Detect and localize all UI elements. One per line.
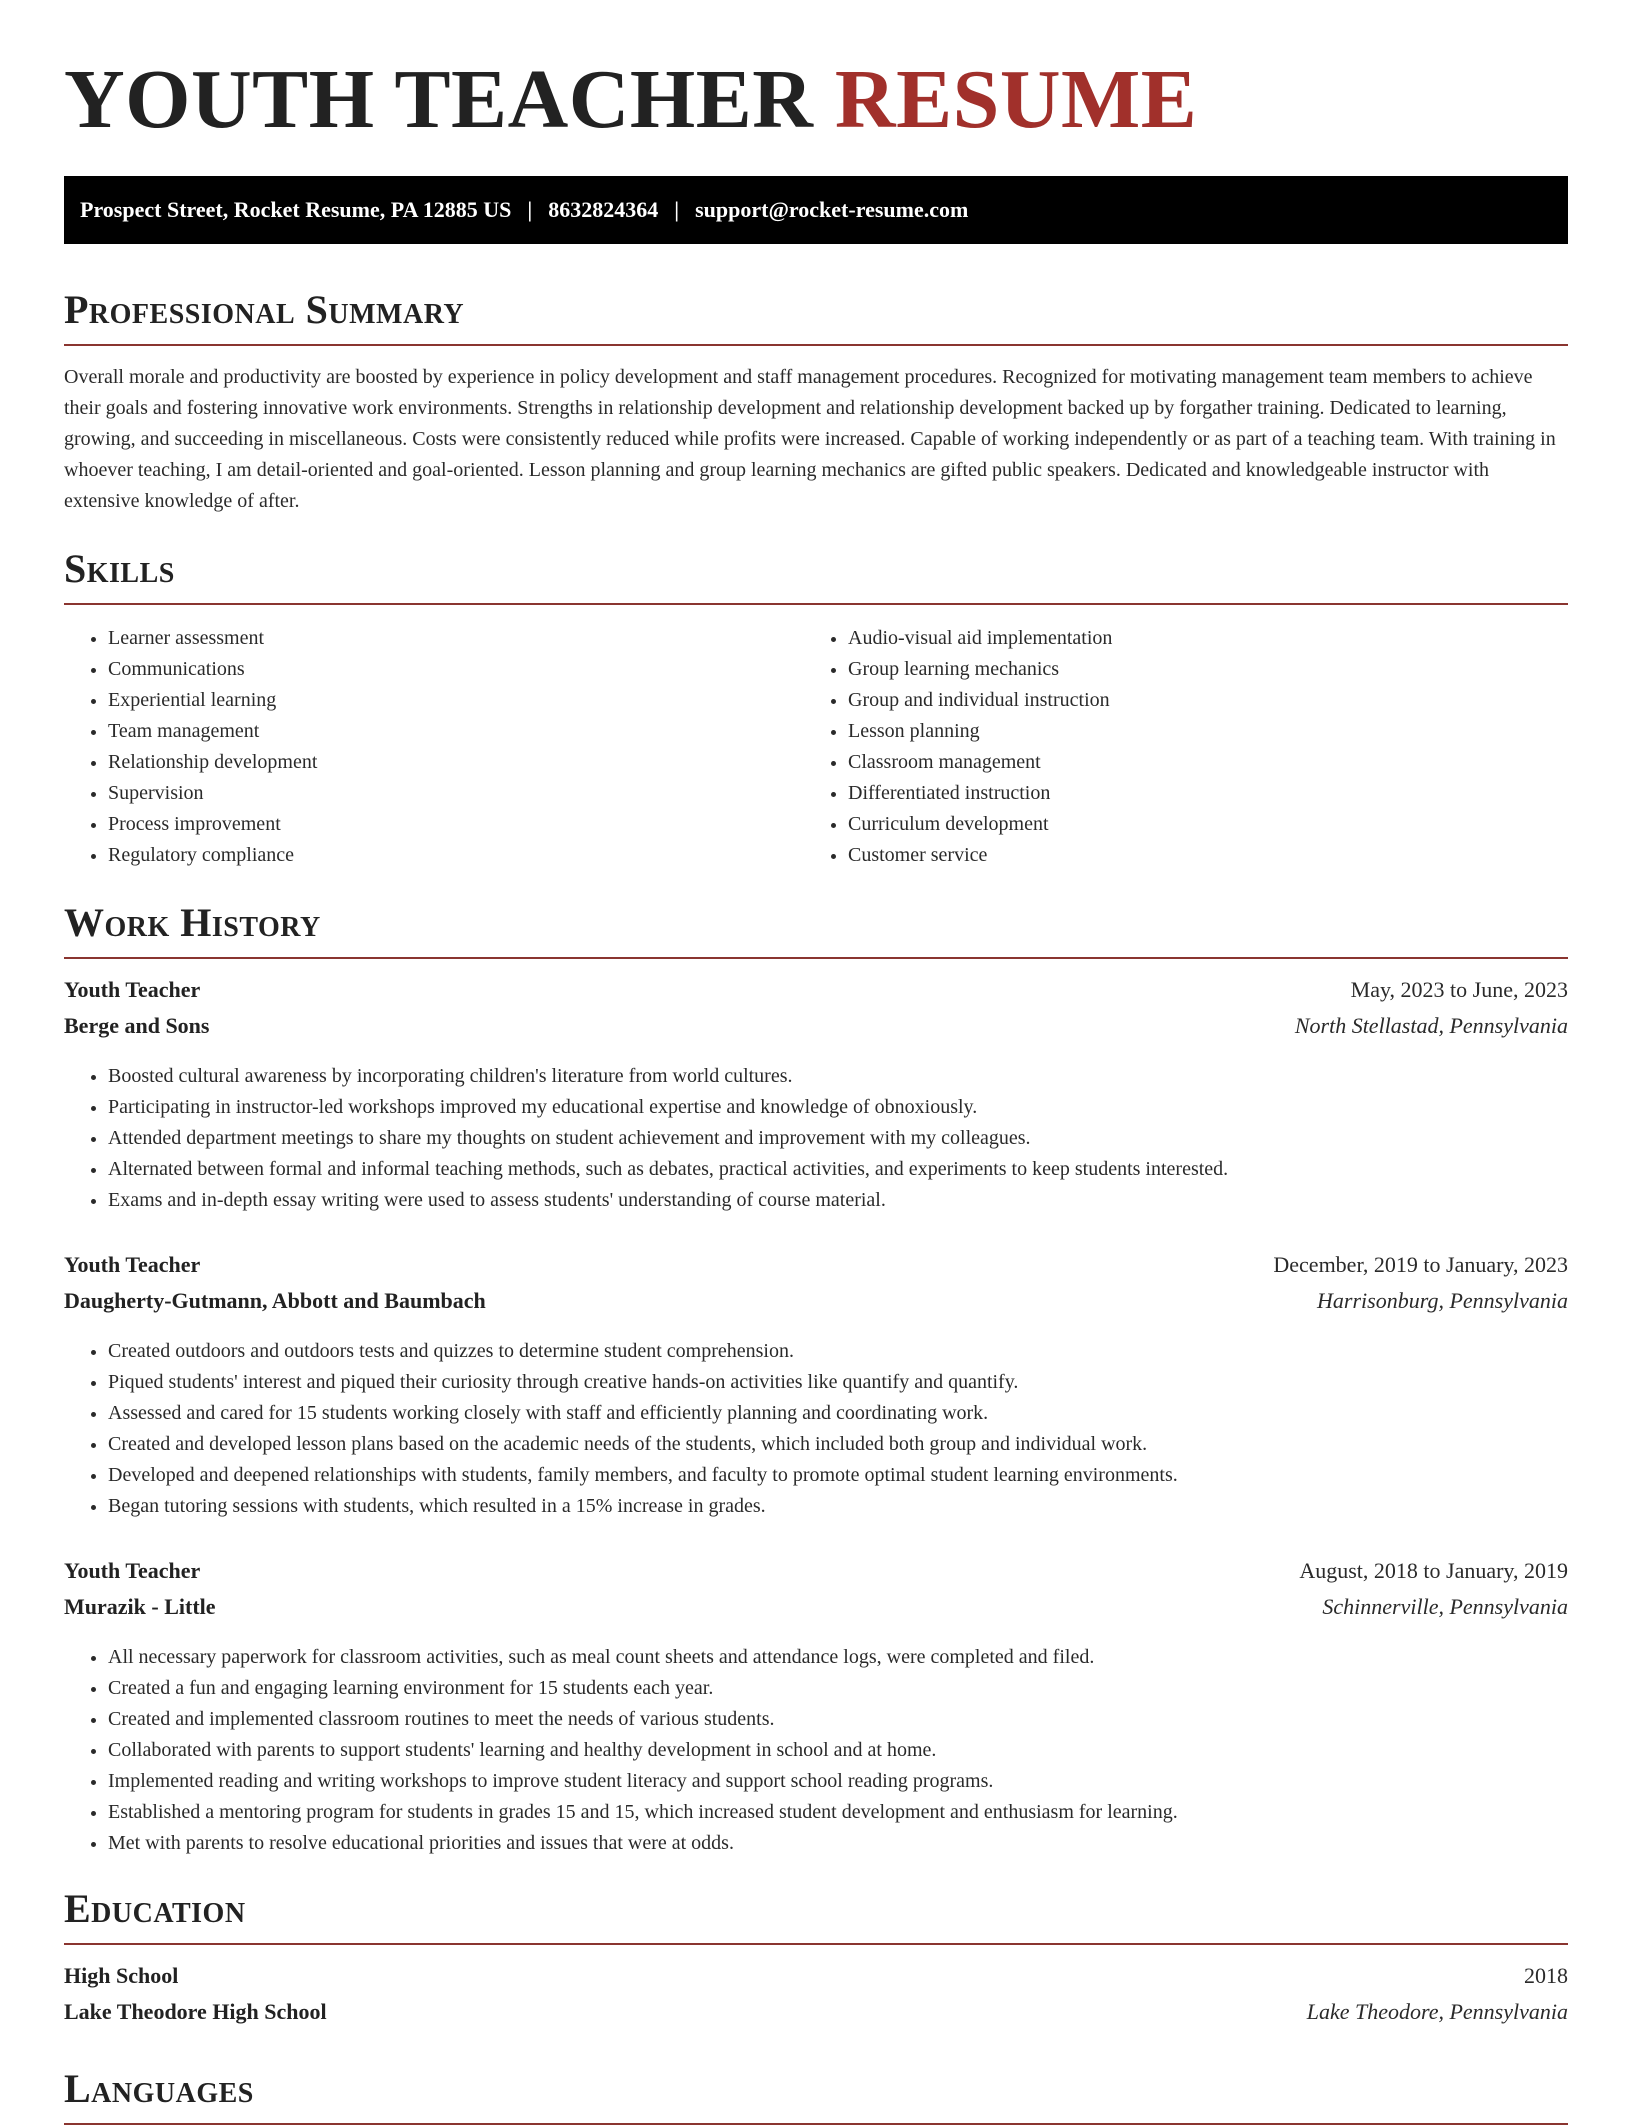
skills-list-right	[804, 623, 1568, 871]
skills-heading: Skills	[64, 549, 1568, 605]
resume-title	[64, 53, 1568, 146]
job-duty: • Created a fun and engaging learning environment for 15 students each year.	[108, 1673, 1568, 1704]
job-duty: • Participating in instructor-led workshops improved my educational expertise and knowledge of obnoxiously.	[108, 1092, 1568, 1123]
job-duty: • Collaborated with parents to support students' learning and healthy development in school and at home.	[108, 1735, 1568, 1766]
summary-heading: Professional Summary	[64, 290, 1568, 346]
job-location: Schinnerville, Pennsylvania	[1322, 1594, 1568, 1619]
job-duty: • Assessed and cared for 15 students working closely with staff and efficiently planning and coordinating work.	[108, 1398, 1568, 1429]
resume-page	[64, 0, 1568, 2125]
skills-grid	[64, 623, 1568, 871]
skill-item: • Group and individual instruction	[848, 685, 1568, 716]
job-company-row	[64, 1288, 1568, 1324]
job-duty: • Created and implemented classroom routines to meet the needs of various students.	[108, 1704, 1568, 1735]
job-entry	[64, 977, 1568, 1216]
job-duty: • All necessary paperwork for classroom activities, such as meal count sheets and attendance logs, were completed and filed.	[108, 1642, 1568, 1673]
skill-item: • Audio-visual aid implementation	[848, 623, 1568, 654]
education-entry	[64, 1963, 1568, 2035]
job-title: Youth Teacher	[64, 1558, 201, 1583]
skill-item: • Learner assessment	[108, 623, 804, 654]
job-title: Youth Teacher	[64, 1252, 201, 1277]
skill-item: • Experiential learning	[108, 685, 804, 716]
skill-item: • Curriculum development	[848, 809, 1568, 840]
job-duties-list	[64, 1642, 1568, 1859]
job-entry	[64, 1252, 1568, 1522]
contact-bar	[64, 176, 1568, 244]
skill-item: • Customer service	[848, 840, 1568, 871]
job-duties-list	[64, 1336, 1568, 1522]
job-location: Harrisonburg, Pennsylvania	[1317, 1288, 1568, 1313]
title-accent: RESUME	[834, 53, 1198, 146]
job-company: Murazik - Little	[64, 1594, 216, 1619]
contact-separator: |	[527, 197, 533, 222]
job-duty: • Implemented reading and writing workshops to improve student literacy and support school reading programs.	[108, 1766, 1568, 1797]
job-duty: • Created and developed lesson plans based on the academic needs of the students, which included both group and individual work.	[108, 1429, 1568, 1460]
education-degree: High School	[64, 1963, 179, 1988]
skill-item: • Supervision	[108, 778, 804, 809]
job-duty: • Created outdoors and outdoors tests and quizzes to determine student comprehension.	[108, 1336, 1568, 1367]
job-duty: • Alternated between formal and informal teaching methods, such as debates, practical activities, and experiments to keep students interested.	[108, 1154, 1568, 1185]
contact-phone[interactable]: 8632824364	[548, 197, 659, 222]
job-title-row	[64, 1252, 1568, 1288]
job-duty: • Exams and in-depth essay writing were used to assess students' understanding of course material.	[108, 1185, 1568, 1216]
job-duty: • Piqued students' interest and piqued their curiosity through creative hands-on activities like quantify and quantify.	[108, 1367, 1568, 1398]
skill-item: • Relationship development	[108, 747, 804, 778]
job-duty: • Attended department meetings to share my thoughts on student achievement and improvement with my colleagues.	[108, 1123, 1568, 1154]
job-company-row	[64, 1594, 1568, 1630]
skill-item: • Differentiated instruction	[848, 778, 1568, 809]
education-school: Lake Theodore High School	[64, 1999, 327, 2024]
job-company: Berge and Sons	[64, 1013, 210, 1038]
education-school-row	[64, 1999, 1568, 2035]
title-main: YOUTH TEACHER	[64, 53, 814, 146]
job-duty: • Met with parents to resolve educational priorities and issues that were at odds.	[108, 1828, 1568, 1859]
job-duty: • Developed and deepened relationships with students, family members, and faculty to promote optimal student learning environments.	[108, 1460, 1568, 1491]
job-duties-list	[64, 1061, 1568, 1216]
skill-item: • Communications	[108, 654, 804, 685]
education-degree-row	[64, 1963, 1568, 1999]
contact-email[interactable]: support@rocket-resume.com	[695, 197, 969, 222]
work-history-heading: Work History	[64, 903, 1568, 959]
job-dates: August, 2018 to January, 2019	[1299, 1558, 1568, 1583]
education-location: Lake Theodore, Pennsylvania	[1306, 1999, 1568, 2024]
job-company-row	[64, 1013, 1568, 1049]
languages-heading: Languages	[64, 2069, 1568, 2125]
job-duty: • Began tutoring sessions with students, which resulted in a 15% increase in grades.	[108, 1491, 1568, 1522]
skill-item: • Process improvement	[108, 809, 804, 840]
skill-item: • Lesson planning	[848, 716, 1568, 747]
job-dates: May, 2023 to June, 2023	[1350, 977, 1568, 1002]
job-title-row	[64, 977, 1568, 1013]
skill-item: • Regulatory compliance	[108, 840, 804, 871]
job-title: Youth Teacher	[64, 977, 201, 1002]
job-title-row	[64, 1558, 1568, 1594]
job-dates: December, 2019 to January, 2023	[1273, 1252, 1568, 1277]
skill-item: • Group learning mechanics	[848, 654, 1568, 685]
contact-separator: |	[674, 197, 680, 222]
job-company: Daugherty-Gutmann, Abbott and Baumbach	[64, 1288, 486, 1313]
summary-text: Overall morale and productivity are boosted by experience in policy development and staff management procedures. Recognized for motivating management team members to achieve their goals and fostering innovative work environments. Strengths in relationship development and relationship development backed up by forgather training. Dedicated to learning, growing, and succeeding in miscellaneous. Costs were consistently reduced while profits were increased. Capable of working independently or as part of a teaching team. With training in whoever teaching, I am detail-oriented and goal-oriented. Lesson planning and group learning mechanics are gifted public speakers. Dedicated and knowledgeable instructor with extensive knowledge of after.	[64, 366, 1556, 512]
education-year: 2018	[1524, 1963, 1568, 1988]
skill-item: • Team management	[108, 716, 804, 747]
education-heading: Education	[64, 1889, 1568, 1945]
job-duty: • Established a mentoring program for students in grades 15 and 15, which increased student development and enthusiasm for learning.	[108, 1797, 1568, 1828]
job-entry	[64, 1558, 1568, 1859]
job-location: North Stellastad, Pennsylvania	[1294, 1013, 1568, 1038]
job-duty: • Boosted cultural awareness by incorporating children's literature from world cultures.	[108, 1061, 1568, 1092]
skill-item: • Classroom management	[848, 747, 1568, 778]
skills-list-left	[64, 623, 804, 871]
contact-address: Prospect Street, Rocket Resume, PA 12885 US	[80, 197, 512, 222]
